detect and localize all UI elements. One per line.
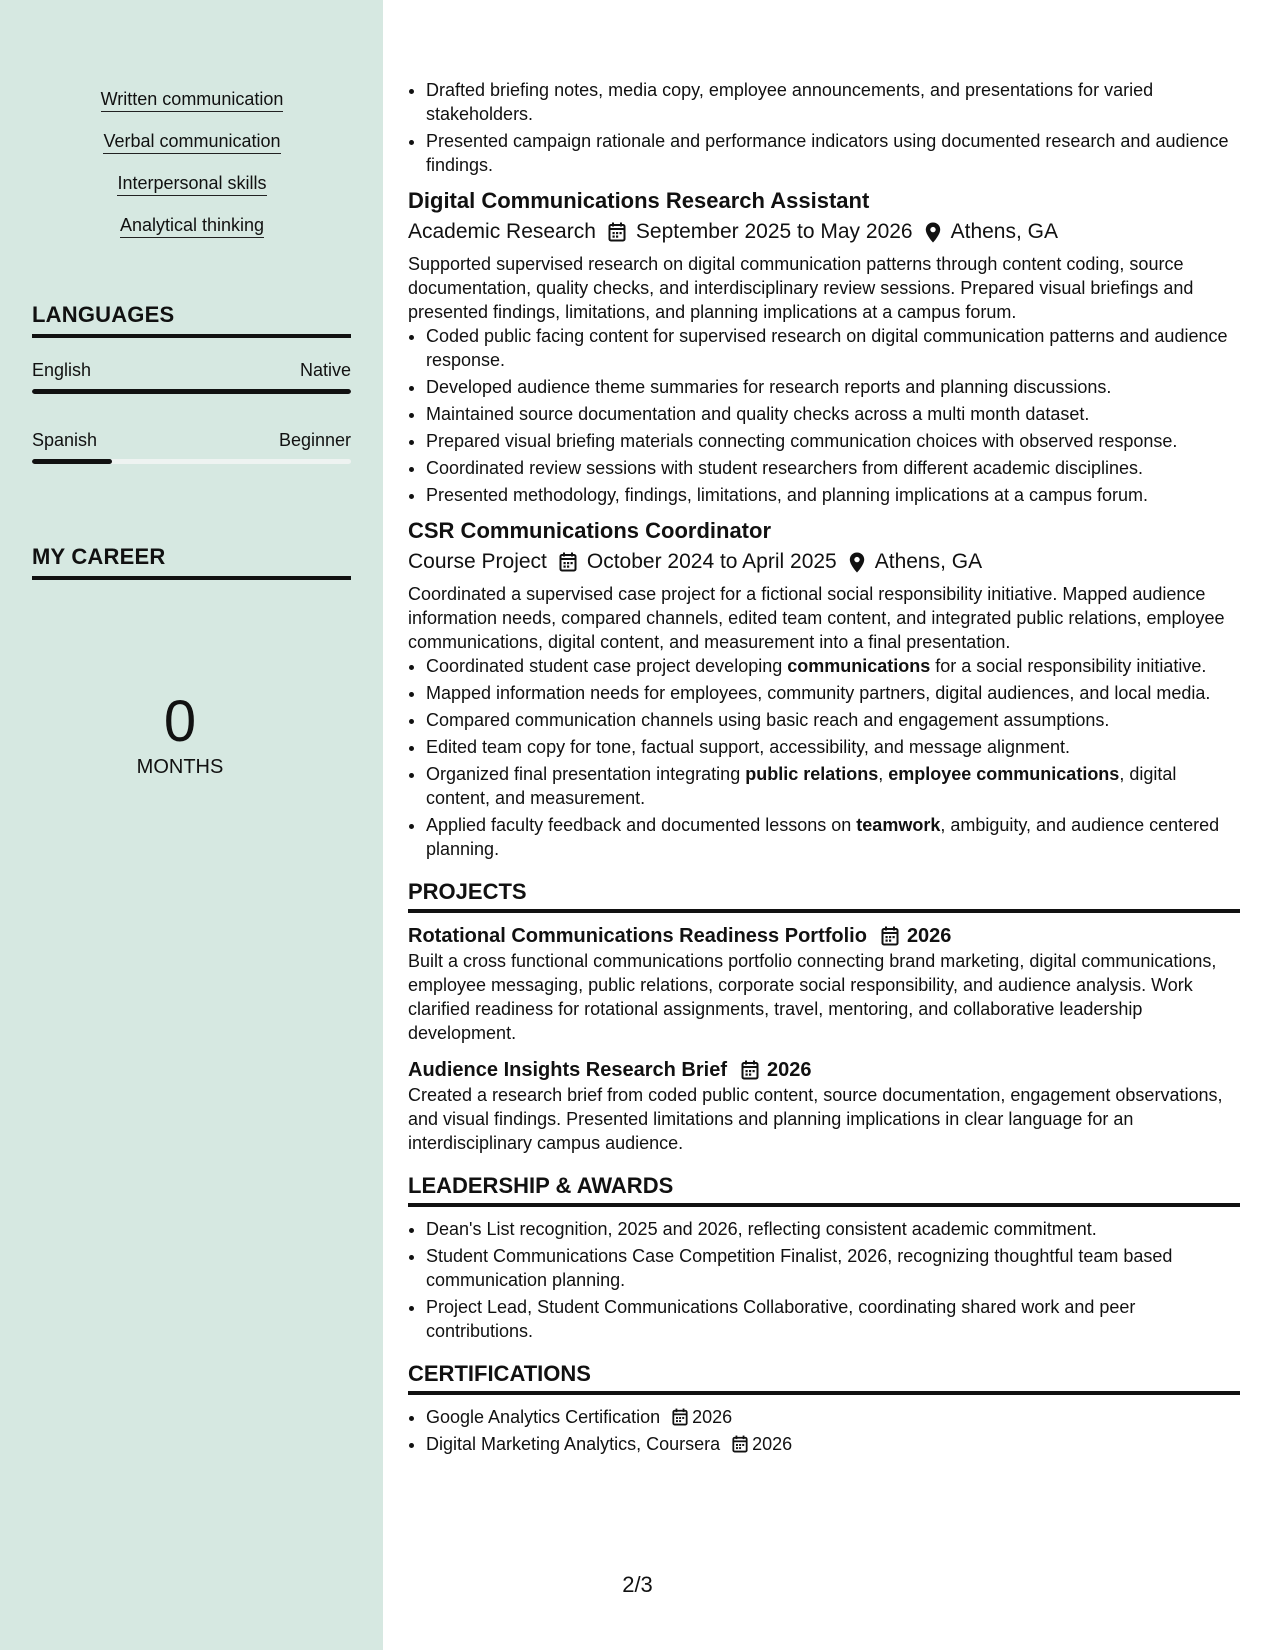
calendar-icon — [881, 926, 899, 946]
language-level-bar — [32, 389, 351, 394]
language-row — [32, 429, 351, 451]
list-item: • Presented methodology, findings, limitations, and planning implications at a campus forum. — [426, 483, 1240, 507]
job-location: Athens, GA — [874, 550, 983, 573]
list-item: • Edited team copy for tone, factual support, accessibility, and message alignment. — [426, 735, 1240, 759]
list-item — [426, 1405, 1240, 1429]
job-dates: October 2024 to April 2025 — [586, 550, 837, 573]
list-item: • Project Lead, Student Communications Collaborative, coordinating shared work and peer contributions. — [426, 1295, 1240, 1343]
language-level: Native — [299, 360, 351, 380]
project-year: 2026 — [906, 925, 952, 947]
job-bullets — [408, 654, 1240, 861]
language-name: English — [32, 360, 92, 380]
list-item — [426, 1432, 1240, 1456]
project-description: Built a cross functional communications portfolio connecting brand marketing, digital communications, employee messaging, public relations, corporate social responsibility, and audience analysis. Work clarified readiness for rotational assignments, travel, mentoring, and collaborative leadership development. — [408, 951, 1217, 1043]
calendar-icon — [608, 222, 626, 242]
language-level-fill — [32, 459, 112, 464]
list-item: • Dean's List recognition, 2025 and 2026, reflecting consistent academic commitment. — [426, 1217, 1240, 1241]
skill-item: Interpersonal skills — [32, 172, 352, 194]
language-row — [32, 359, 351, 381]
list-item: • Coordinated student case project developing communications for a social responsibility initiative. — [426, 654, 1240, 678]
certification-year: 2026 — [752, 1434, 793, 1454]
job-org: Course Project — [408, 550, 547, 573]
certifications-heading: CERTIFICATIONS — [408, 1361, 1240, 1395]
job-location: Athens, GA — [950, 220, 1058, 243]
certification-year: 2026 — [692, 1407, 733, 1427]
job-summary: Coordinated a supervised case project for a fictional social responsibility initiative. Mapped audience information needs, compared channels, edited team content, and integrated public relations, employee communications, digital content, and measurement into a final presentation. — [408, 584, 1225, 652]
job-org: Academic Research — [408, 220, 596, 243]
job-dates: September 2025 to May 2026 — [635, 220, 913, 243]
project-year: 2026 — [766, 1059, 812, 1081]
language-level: Beginner — [278, 430, 351, 450]
list-item: • Drafted briefing notes, media copy, employee announcements, and presentations for varied stakeholders. — [426, 78, 1240, 126]
language-level-fill — [32, 389, 351, 394]
certification-name: • Digital Marketing Analytics, Coursera — [426, 1434, 721, 1454]
language-name: Spanish — [32, 430, 98, 450]
list-item: • Organized final presentation integrating public relations, employee communications, digital content, and measurement. — [426, 762, 1240, 810]
job-meta — [408, 218, 1240, 246]
calendar-icon — [741, 1060, 759, 1080]
skill-item: Analytical thinking — [32, 214, 352, 236]
location-pin-icon — [925, 222, 941, 243]
list-item: • Student Communications Case Competition Finalist, 2026, recognizing thoughtful team based communication planning. — [426, 1244, 1240, 1292]
skill-item: Verbal communication — [32, 130, 352, 152]
leadership-heading: LEADERSHIP & AWARDS — [408, 1173, 1240, 1207]
location-pin-icon — [849, 552, 865, 573]
list-item: • Developed audience theme summaries for research reports and planning discussions. — [426, 375, 1240, 399]
career-value: 0 — [163, 689, 197, 754]
career-heading: MY CAREER — [32, 544, 351, 580]
list-item: • Presented campaign rationale and performance indicators using documented research and audience findings. — [426, 129, 1240, 177]
skill-item: Written communication — [32, 88, 352, 110]
leadership-list — [408, 1217, 1240, 1343]
list-item: • Prepared visual briefing materials connecting communication choices with observed response. — [426, 429, 1240, 453]
sidebar — [0, 0, 383, 1650]
job-title: CSR Communications Coordinator — [408, 518, 772, 543]
calendar-icon — [672, 1408, 688, 1426]
main-content — [408, 78, 1240, 1459]
job-bullets — [408, 324, 1240, 507]
skills-list — [32, 88, 352, 256]
certification-name: • Google Analytics Certification — [426, 1407, 661, 1427]
languages-heading: LANGUAGES — [32, 302, 351, 338]
list-item: • Applied faculty feedback and documented lessons on teamwork, ambiguity, and audience centered planning. — [426, 813, 1240, 861]
project-title: Audience Insights Research Brief 2026 — [408, 1059, 812, 1081]
project-title: Rotational Communications Readiness Portfolio 2026 — [408, 925, 952, 947]
experience-bullets — [408, 78, 1240, 177]
project-description: Created a research brief from coded public content, source documentation, engagement observations, and visual findings. Presented limitations and planning implications in clear language for an interdisciplinary campus audience. — [408, 1085, 1223, 1153]
calendar-icon — [559, 552, 577, 572]
calendar-icon — [732, 1435, 748, 1453]
list-item: • Mapped information needs for employees, community partners, digital audiences, and local media. — [426, 681, 1240, 705]
projects-heading: PROJECTS — [408, 879, 1240, 913]
job-title: Digital Communications Research Assistant — [408, 188, 870, 213]
list-item: • Coordinated review sessions with student researchers from different academic disciplines. — [426, 456, 1240, 480]
job-summary: Supported supervised research on digital communication patterns through content coding, source documentation, quality checks, and interdisciplinary review sessions. Prepared visual briefings and presented findings, limitations, and planning implications at a campus forum. — [408, 254, 1194, 322]
certifications-list — [408, 1405, 1240, 1456]
language-level-bar — [32, 459, 351, 464]
list-item: • Maintained source documentation and quality checks across a multi month dataset. — [426, 402, 1240, 426]
career-unit: MONTHS — [136, 756, 224, 778]
list-item: • Compared communication channels using basic reach and engagement assumptions. — [426, 708, 1240, 732]
job-meta — [408, 548, 1240, 576]
page-number: 2/3 — [622, 1572, 653, 1597]
list-item: • Coded public facing content for supervised research on digital communication patterns and audience response. — [426, 324, 1240, 372]
